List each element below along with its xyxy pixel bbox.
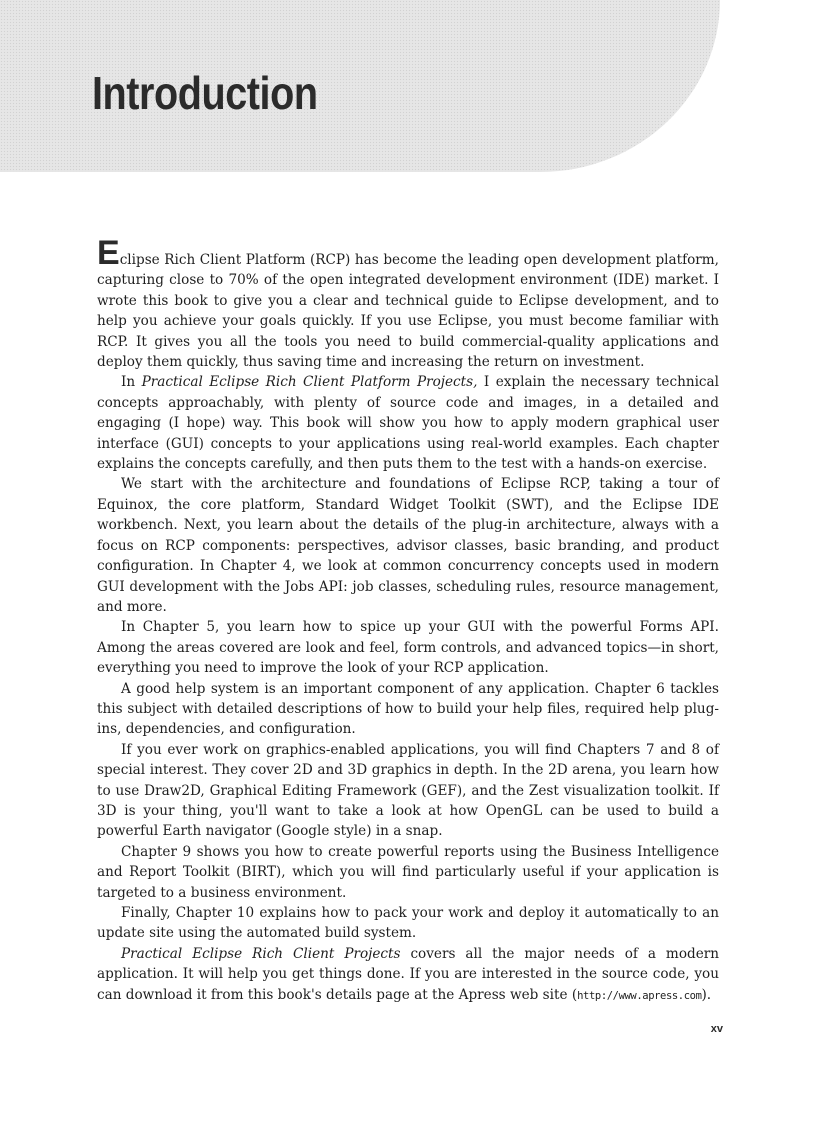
apress-url: http://www.apress.com bbox=[577, 989, 702, 1002]
chapter-title: Introduction bbox=[92, 67, 318, 119]
paragraph-1-text: clipse Rich Client Platform (RCP) has become the leading open development platform, capturing close to 70% of the open integrated development environment (IDE) market. I wrote this book to give you a clear and technical guide to Eclipse development, and to help you achieve your goals quickly. If you use Eclipse, you must become familiar with RCP. It gives you all the tools you need to build commercial-quality applications and deploy them quickly, thus saving time and increasing the return on investment. bbox=[97, 252, 719, 371]
page-number: xv bbox=[710, 1023, 723, 1035]
body-text bbox=[97, 234, 720, 1006]
drop-cap: E bbox=[97, 234, 120, 272]
paragraph-3: We start with the architecture and foundations of Eclipse RCP, taking a tour of Equinox, the core platform, Standard Widget Toolkit (SWT), and the Eclipse IDE workbench. Next, you learn about the details of the plug-in architecture, always with a focus on RCP components: perspectives, advisor classes, basic branding, and product configuration. In Chapter 4, we look at common concurrency concepts used in modern GUI development with the Jobs API: job classes, scheduling rules, resource management, and more. bbox=[97, 476, 719, 615]
paragraph-2-pre: In bbox=[121, 374, 142, 391]
paragraph-4: In Chapter 5, you learn how to spice up your GUI with the powerful Forms API. Among the areas covered are look and feel, form controls, and advanced topics—in short, everything you need to improve the look of your RCP application. bbox=[97, 619, 719, 677]
paragraph-9-text: covers all the major needs of a modern application. It will help you get things done. If you are interested in the source code, you can download it from this book's details page at the Apress web site ( bbox=[97, 945, 720, 1003]
paragraph-2 bbox=[97, 372, 719, 474]
paragraph-5: A good help system is an important component of any application. Chapter 6 tackles this subject with detailed descriptions of how to build your help files, required help plug-ins, dependencies, and configuration. bbox=[97, 680, 719, 738]
paragraph-1 bbox=[97, 234, 719, 372]
paragraph-6: If you ever work on graphics-enabled applications, you will find Chapters 7 and 8 of special interest. They cover 2D and 3D graphics in depth. In the 2D arena, you learn how to use Draw2D, Graphical Editing Framework (GEF), and the Zest visualization toolkit. If 3D is your thing, you'll want to take a look at how OpenGL can be used to build a powerful Earth navigator (Google style) in a snap. bbox=[97, 741, 719, 840]
paragraph-8: Finally, Chapter 10 explains how to pack your work and deploy it automatically to an update site using the automated build system. bbox=[97, 905, 719, 942]
book-title-italic: Practical Eclipse Rich Client Platform Projects, bbox=[141, 374, 478, 391]
paragraph-2-text: I explain the necessary technical concepts approachably, with plenty of source code and images, in a detailed and engaging (I hope) way. This book will show you how to apply modern graphical user interface (GUI) concepts to your applications using real-world examples. Each chapter explains the concepts carefully, and then puts them to the test with a hands-on exercise. bbox=[97, 374, 719, 473]
paragraph-9-end: ). bbox=[701, 986, 712, 1003]
paragraph-7: Chapter 9 shows you how to create powerful reports using the Business Intelligence and Report Toolkit (BIRT), which you will find particularly useful if your application is targeted to a business environment. bbox=[97, 843, 719, 901]
book-title-italic-2: Practical Eclipse Rich Client Projects bbox=[121, 945, 401, 962]
paragraph-9 bbox=[97, 944, 719, 1006]
